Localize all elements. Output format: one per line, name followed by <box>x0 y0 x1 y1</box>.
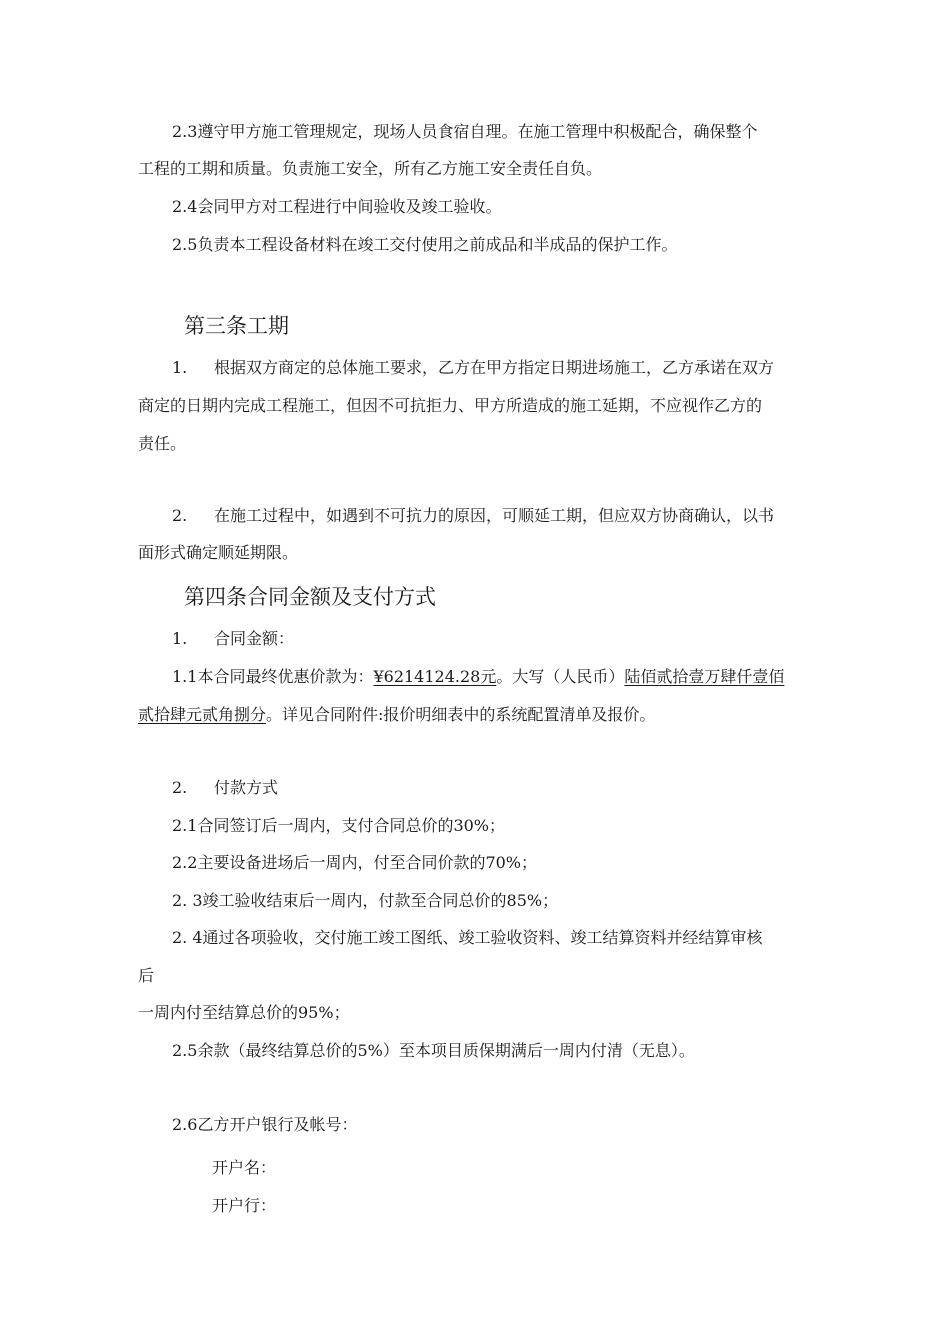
clause-4-1-1-prefix: 1.1本合同最终优惠价款为： <box>172 667 374 686</box>
clause-4-1-1-mid: 。大写（人民币） <box>496 667 625 686</box>
section-4-item-2-label: 付款方式 <box>214 778 279 797</box>
clause-4-2-1: 2.1合同签订后一周内，支付合同总价的30%； <box>172 816 506 835</box>
clause-2-5: 2.5负责本工程设备材料在竣工交付使用之前成品和半成品的保护工作。 <box>172 235 678 254</box>
clause-4-1-1-line2 <box>138 704 655 726</box>
clause-4-2-4-line1: 2. 4通过各项验收，交付施工竣工图纸、竣工验收资料、竣工结算资料并经结算审核 <box>172 928 763 947</box>
section-3-item-1-line3: 责任。 <box>138 434 187 453</box>
section-3-item-2-number: 2. <box>172 506 188 525</box>
clause-2-4: 2.4会同甲方对工程进行中间验收及竣工验收。 <box>172 197 502 216</box>
clause-4-2-2: 2.2主要设备进场后一周内，付至合同价款的70%； <box>172 853 538 872</box>
section-4-item-1-label: 合同金额： <box>214 629 295 648</box>
amount-in-words-part1: 陆佰贰拾壹万肆仟壹佰 <box>624 667 785 686</box>
bank-label: 开户行： <box>212 1196 277 1215</box>
section-3-item-2-line1: 在施工过程中，如遇到不可抗力的原因，可顺延工期，但应双方协商确认，以书 <box>214 506 775 525</box>
clause-4-1-1-suffix: 。详见合同附件:报价明细表中的系统配置清单及报价。 <box>266 705 656 724</box>
clause-2-3-line2: 工程的工期和质量。负责施工安全，所有乙方施工安全责任自负。 <box>138 159 603 178</box>
section-3-item-1-line2: 商定的日期内完成工程施工，但因不可抗拒力、甲方所造成的施工延期，不应视作乙方的 <box>138 396 763 415</box>
section-4-heading: 第四条合同金额及支付方式 <box>184 585 436 609</box>
clause-4-1-1-line1 <box>172 666 784 688</box>
contract-amount: ¥6214124.28元 <box>373 667 497 686</box>
section-3-item-2-line2: 面形式确定顺延期限。 <box>138 543 299 562</box>
section-3-heading: 第三条工期 <box>184 314 289 338</box>
amount-in-words-part2: 贰拾肆元贰角捌分 <box>138 705 267 724</box>
clause-4-2-4-line3: 一周内付至结算总价的95%； <box>138 1003 350 1022</box>
section-4-item-2-number: 2. <box>172 778 188 797</box>
section-3-item-1-number: 1. <box>172 358 188 377</box>
clause-2-3-line1: 2.3遵守甲方施工管理规定，现场人员食宿自理。在施工管理中积极配合，确保整个 <box>172 122 758 141</box>
account-name-label: 开户名： <box>212 1158 277 1177</box>
section-4-item-1-number: 1. <box>172 629 188 648</box>
section-3-item-1-line1: 根据双方商定的总体施工要求，乙方在甲方指定日期进场施工，乙方承诺在双方 <box>214 358 775 377</box>
clause-4-2-4-line2: 后 <box>138 966 155 985</box>
clause-4-2-6: 2.6乙方开户银行及帐号： <box>172 1115 358 1134</box>
clause-4-2-3: 2. 3竣工验收结束后一周内，付款至合同总价的85%； <box>172 891 559 910</box>
clause-4-2-5: 2.5余款（最终结算总价的5%）至本项目质保期满后一周内付清（无息）。 <box>172 1041 695 1060</box>
